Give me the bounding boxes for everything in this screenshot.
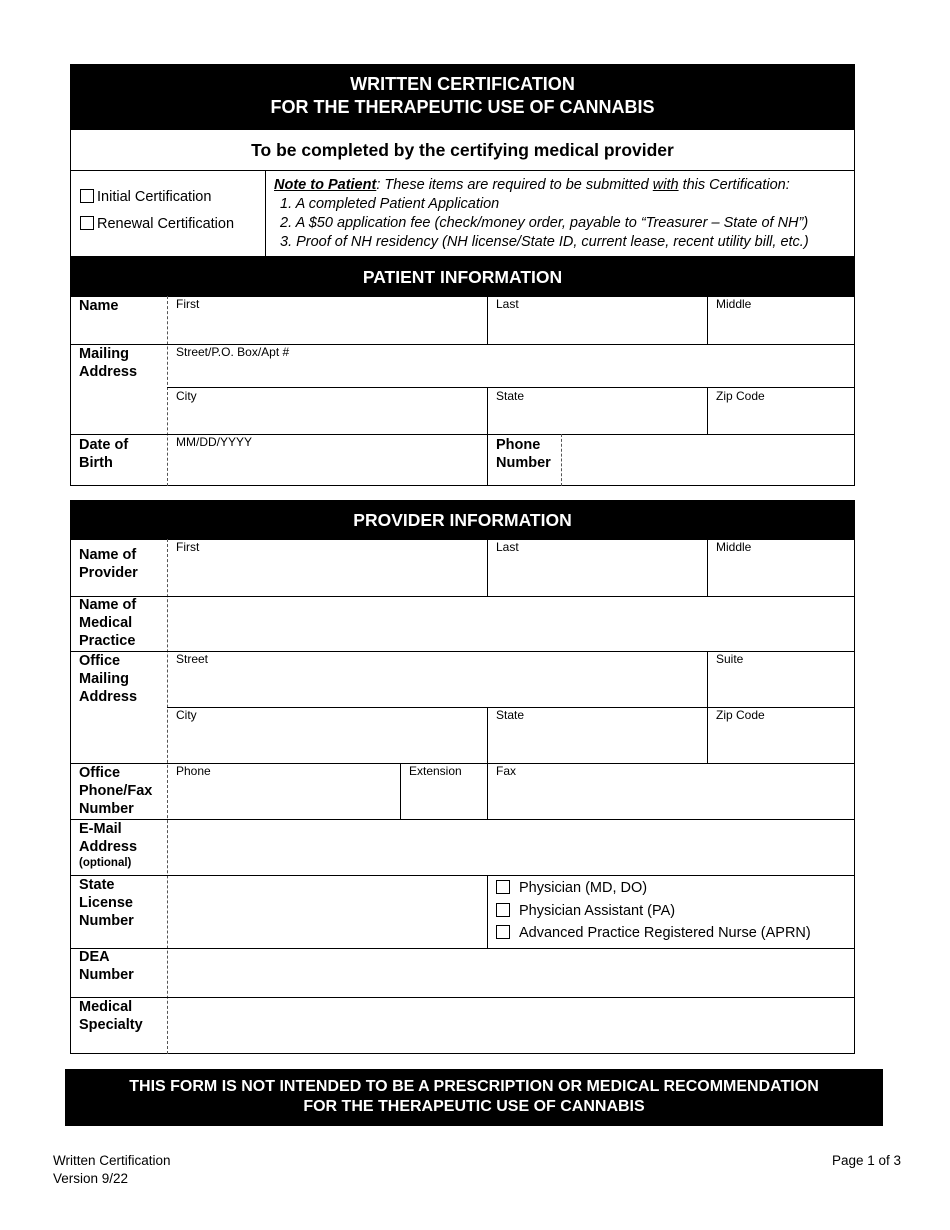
physician-assistant-option[interactable] xyxy=(496,903,675,919)
medical-practice-label xyxy=(79,596,136,650)
footer-doc-name: Written Certification xyxy=(53,1153,171,1168)
medical-specialty-field[interactable] xyxy=(169,998,854,1053)
office-street-field[interactable]: Street xyxy=(176,652,209,666)
label-line: Medical xyxy=(79,615,133,631)
patient-label-divider xyxy=(167,296,168,486)
initial-certification-label: Initial Certification xyxy=(97,189,212,205)
dea-number-field[interactable] xyxy=(169,949,854,996)
label-line: Address xyxy=(79,689,138,705)
provider-last-name-field[interactable]: Last xyxy=(496,540,519,554)
certification-type xyxy=(71,171,266,256)
renewal-certification-checkbox[interactable] xyxy=(80,216,94,230)
patient-dob-field[interactable]: MM/DD/YYYY xyxy=(176,435,253,449)
patient-name-label: Name xyxy=(79,298,119,314)
note-heading xyxy=(274,176,854,195)
label-line: Address xyxy=(79,364,138,380)
office-fax-field[interactable]: Fax xyxy=(496,764,517,778)
divider xyxy=(167,387,855,388)
patient-zip-field[interactable]: Zip Code xyxy=(716,389,765,403)
provider-information-heading: PROVIDER INFORMATION xyxy=(70,500,855,540)
label-line: Phone xyxy=(496,437,541,453)
initial-certification-checkbox[interactable] xyxy=(80,189,94,203)
form-subtitle: To be completed by the certifying medical provider xyxy=(70,130,855,171)
required-item: 1. A completed Patient Application xyxy=(280,196,500,212)
state-license-label xyxy=(79,876,134,930)
renewal-certification-option[interactable] xyxy=(80,216,234,232)
label-line: Mailing xyxy=(79,671,129,687)
provider-middle-name-field[interactable]: Middle xyxy=(716,540,752,554)
label-line: Office xyxy=(79,653,121,669)
medical-practice-field[interactable] xyxy=(169,597,854,650)
email-address-field[interactable] xyxy=(169,820,854,874)
footer-page-number: Page 1 of 3 xyxy=(831,1153,901,1168)
patient-state-field[interactable]: State xyxy=(496,389,525,403)
label-line: Practice xyxy=(79,633,136,649)
physician-option[interactable] xyxy=(496,880,647,896)
note-lead: Note to Patient xyxy=(274,177,377,193)
label-line: Number xyxy=(79,801,134,817)
patient-middle-name-field[interactable]: Middle xyxy=(716,297,752,311)
form-title-line-1: WRITTEN CERTIFICATION xyxy=(350,74,575,94)
divider xyxy=(400,763,401,819)
label-line: Number xyxy=(79,967,134,983)
divider xyxy=(707,651,708,763)
label-line: Office xyxy=(79,765,121,781)
disclaimer-banner xyxy=(65,1069,883,1126)
divider xyxy=(707,296,708,344)
aprn-checkbox[interactable] xyxy=(496,925,510,939)
email-address-label xyxy=(79,820,137,869)
label-line: Number xyxy=(496,455,551,471)
medical-specialty-label xyxy=(79,998,143,1034)
form-title xyxy=(70,64,855,130)
label-line: Address xyxy=(79,839,138,855)
label-line: License xyxy=(79,895,133,911)
provider-name-label xyxy=(79,546,138,582)
patient-first-name-field[interactable]: First xyxy=(176,297,200,311)
office-phone-fax-label xyxy=(79,764,152,818)
label-line: Birth xyxy=(79,455,113,471)
office-state-field[interactable]: State xyxy=(496,708,525,722)
required-item: 2. A $50 application fee (check/money order, payable to “Treasurer – State of NH”) xyxy=(280,215,809,231)
aprn-label: Advanced Practice Registered Nurse (APRN) xyxy=(519,925,811,941)
footer-version: Version 9/22 xyxy=(53,1171,129,1186)
renewal-certification-label: Renewal Certification xyxy=(97,216,235,232)
label-line: Provider xyxy=(79,565,138,581)
office-zip-field[interactable]: Zip Code xyxy=(716,708,765,722)
office-extension-field[interactable]: Extension xyxy=(409,764,462,778)
divider xyxy=(707,539,708,596)
office-address-label xyxy=(79,652,137,706)
disclaimer-line-1: THIS FORM IS NOT INTENDED TO BE A PRESCRIPTION OR MEDICAL RECOMMENDATION xyxy=(129,1078,819,1095)
divider xyxy=(487,539,488,596)
physician-checkbox[interactable] xyxy=(496,880,510,894)
patient-street-field[interactable]: Street/P.O. Box/Apt # xyxy=(176,345,290,359)
patient-phone-label xyxy=(496,436,551,472)
provider-label-divider xyxy=(167,539,168,1054)
certification-section xyxy=(70,170,855,257)
office-city-field[interactable]: City xyxy=(176,708,197,722)
patient-city-field[interactable]: City xyxy=(176,389,197,403)
patient-last-name-field[interactable]: Last xyxy=(496,297,519,311)
note-underlined: with xyxy=(652,177,679,193)
office-suite-field[interactable]: Suite xyxy=(716,652,744,666)
form-title-line-2: FOR THE THERAPEUTIC USE OF CANNABIS xyxy=(270,97,655,117)
dea-number-label xyxy=(79,948,134,984)
label-line: DEA xyxy=(79,949,110,965)
label-line: Date of xyxy=(79,437,129,453)
note-text-before: : These items are required to be submitted xyxy=(376,177,653,193)
label-line: Number xyxy=(79,913,134,929)
provider-first-name-field[interactable]: First xyxy=(176,540,200,554)
patient-mailing-address-label xyxy=(79,345,137,381)
patient-phone-field[interactable] xyxy=(563,435,854,485)
note-text-after: this Certification: xyxy=(678,177,790,193)
physician-assistant-label: Physician Assistant (PA) xyxy=(519,903,676,919)
label-line: E-Mail xyxy=(79,821,122,837)
divider xyxy=(487,387,488,486)
patient-information-heading: PATIENT INFORMATION xyxy=(70,257,855,297)
note-to-patient xyxy=(274,176,854,252)
divider xyxy=(487,296,488,344)
disclaimer-line-2: FOR THE THERAPEUTIC USE OF CANNABIS xyxy=(303,1098,645,1115)
divider xyxy=(707,387,708,434)
label-line: Name of xyxy=(79,597,137,613)
aprn-option[interactable] xyxy=(496,925,811,941)
label-line: Specialty xyxy=(79,1017,143,1033)
divider xyxy=(487,707,488,819)
footer-document-info xyxy=(53,1152,171,1188)
divider xyxy=(561,434,562,486)
state-license-field[interactable] xyxy=(169,876,486,947)
patient-dob-label xyxy=(79,436,128,472)
required-item: 3. Proof of NH residency (NH license/State ID, current lease, recent utility bill, etc.) xyxy=(280,234,809,250)
label-line: Name of xyxy=(79,547,137,563)
physician-assistant-checkbox[interactable] xyxy=(496,903,510,917)
office-phone-field[interactable]: Phone xyxy=(176,764,211,778)
initial-certification-option[interactable] xyxy=(80,189,211,205)
required-items-list xyxy=(280,195,854,252)
label-line: Phone/Fax xyxy=(79,783,153,799)
label-line: Mailing xyxy=(79,346,129,362)
divider xyxy=(487,875,488,948)
physician-label: Physician (MD, DO) xyxy=(519,880,648,896)
label-line: State xyxy=(79,877,115,893)
optional-note: (optional) xyxy=(79,857,132,869)
label-line: Medical xyxy=(79,999,133,1015)
